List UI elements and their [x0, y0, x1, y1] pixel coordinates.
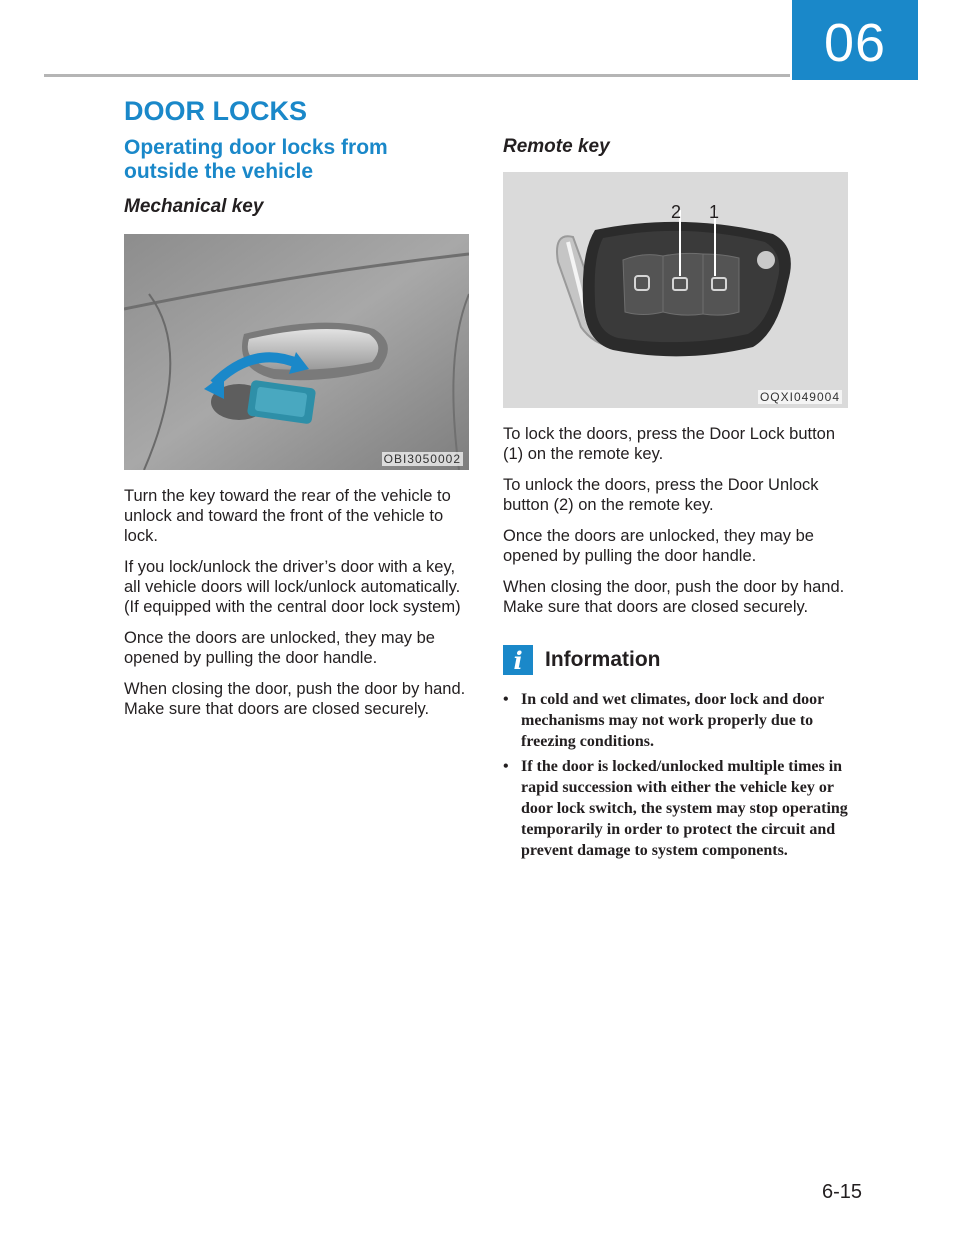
left-column	[124, 136, 469, 730]
figure-door-handle	[124, 234, 469, 470]
figure-code: OBI3050002	[383, 452, 461, 466]
page-number: 6-15	[822, 1181, 863, 1203]
subhead-remote-key: Remote key	[503, 136, 610, 157]
info-item: • In cold and wet climates, door lock and door mechanisms may not work properly due to freezing conditions.	[503, 689, 848, 752]
info-icon: i	[503, 645, 533, 675]
subsection-title: Operating door locks from outside the vehicle	[124, 136, 388, 183]
paragraph: When closing the door, push the door by hand. Make sure that doors are closed securely.	[503, 578, 845, 616]
info-title: Information	[545, 648, 661, 671]
header-rule	[44, 74, 790, 77]
paragraph: To unlock the doors, press the Door Unlock button (2) on the remote key.	[503, 476, 819, 514]
paragraph: If you lock/unlock the driver’s door with a key, all vehicle doors will lock/unlock automatically. (If equipped with the central door lock system)	[124, 558, 461, 616]
info-list	[503, 689, 848, 861]
figure-code: OQXI049004	[759, 390, 840, 404]
section-title: DOOR LOCKS	[124, 96, 308, 126]
chapter-tab: 06	[792, 0, 918, 80]
left-body	[124, 486, 469, 719]
callout-label-2: 2	[671, 202, 682, 222]
figure-remote-key	[503, 172, 848, 408]
paragraph: Turn the key toward the rear of the vehicle to unlock and toward the front of the vehicle to lock.	[124, 487, 451, 545]
info-header	[503, 645, 848, 675]
callout-label-1: 1	[709, 202, 720, 222]
paragraph: Once the doors are unlocked, they may be opened by pulling the door handle.	[124, 629, 435, 667]
paragraph: When closing the door, push the door by hand. Make sure that doors are closed securely.	[124, 680, 466, 718]
paragraph: Once the doors are unlocked, they may be opened by pulling the door handle.	[503, 527, 814, 565]
right-body	[503, 424, 848, 617]
info-item: • If the door is locked/unlocked multiple times in rapid succession with either the vehicle key or door lock switch, the system may stop operating temporarily in order to protect the circuit and prevent damage to system components.	[503, 756, 848, 861]
door-handle-illustration	[124, 234, 469, 470]
paragraph: To lock the doors, press the Door Lock button (1) on the remote key.	[503, 425, 836, 463]
right-column	[503, 136, 848, 865]
subhead-mechanical-key: Mechanical key	[124, 196, 264, 217]
